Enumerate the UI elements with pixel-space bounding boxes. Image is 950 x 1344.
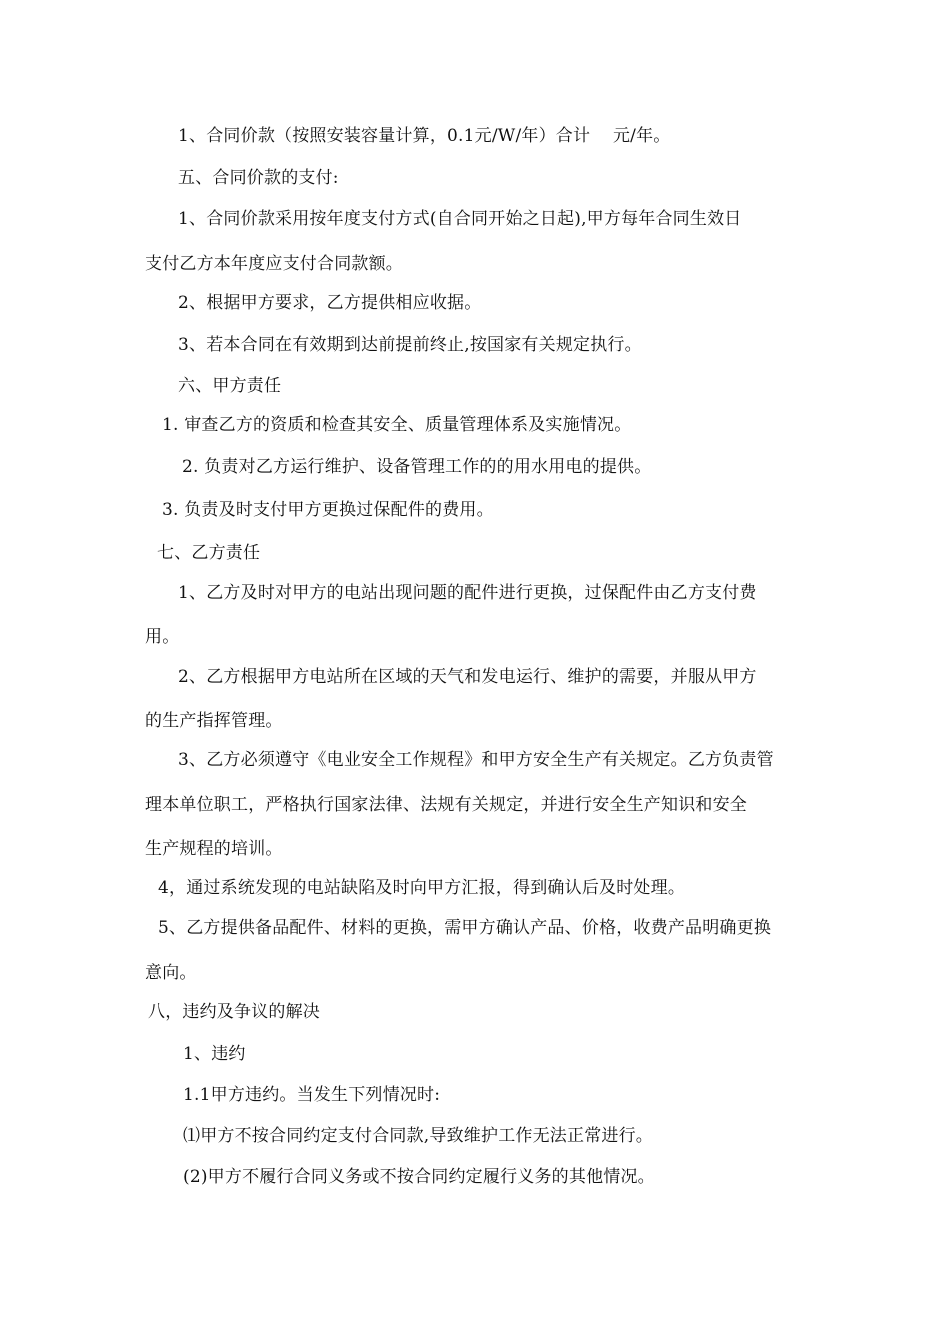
clause-7-3-line3: 生产规程的培训。 xyxy=(145,839,283,859)
clause-5-2: 2、根据甲方要求，乙方提供相应收据。 xyxy=(178,293,482,313)
clause-price-total: 1、合同价款（按照安装容量计算，0.1元/W/年）合计 元/年。 xyxy=(178,126,671,146)
clause-7-3-line2: 理本单位职工，严格执行国家法律、法规有关规定，并进行安全生产知识和安全 xyxy=(145,795,747,815)
clause-8-1-1: 1.1甲方违约。当发生下列情况时: xyxy=(183,1085,441,1105)
clause-7-5-line2: 意向。 xyxy=(145,963,197,983)
clause-6-3: 3. 负责及时支付甲方更换过保配件的费用。 xyxy=(162,500,494,520)
clause-5-3: 3、若本合同在有效期到达前提前终止,按国家有关规定执行。 xyxy=(178,335,642,355)
clause-8-1-1-item1: ⑴甲方不按合同约定支付合同款,导致维护工作无法正常进行。 xyxy=(183,1126,654,1146)
clause-6-1: 1. 审查乙方的资质和检查其安全、质量管理体系及实施情况。 xyxy=(162,415,632,435)
section-6-heading: 六、甲方责任 xyxy=(178,376,282,396)
clause-7-5-line1: 5、乙方提供备品配件、材料的更换，需甲方确认产品、价格，收费产品明确更换 xyxy=(158,918,772,938)
clause-7-2-line1: 2、乙方根据甲方电站所在区域的天气和发电运行、维护的需要，并服从甲方 xyxy=(178,667,757,687)
clause-8-1-1-item2: (2)甲方不履行合同义务或不按合同约定履行义务的其他情况。 xyxy=(183,1167,655,1187)
section-5-heading: 五、合同价款的支付: xyxy=(178,168,339,188)
clause-7-1-line1: 1、乙方及时对甲方的电站出现问题的配件进行更换，过保配件由乙方支付费 xyxy=(178,583,757,603)
clause-7-4: 4，通过系统发现的电站缺陷及时向甲方汇报，得到确认后及时处理。 xyxy=(158,878,686,898)
section-7-heading: 七、乙方责任 xyxy=(157,543,261,563)
clause-7-1-line2: 用。 xyxy=(145,627,180,647)
clause-8-1-heading: 1、违约 xyxy=(183,1044,246,1064)
clause-6-2: 2. 负责对乙方运行维护、设备管理工作的的用水用电的提供。 xyxy=(182,457,652,477)
clause-7-2-line2: 的生产指挥管理。 xyxy=(145,711,283,731)
clause-5-1-line1: 1、合同价款采用按年度支付方式(自合同开始之日起),甲方每年合同生效日 xyxy=(178,209,742,229)
clause-5-1-line2: 支付乙方本年度应支付合同款额。 xyxy=(145,254,403,274)
section-8-heading: 八，违约及争议的解决 xyxy=(148,1002,320,1022)
clause-7-3-line1: 3、乙方必须遵守《电业安全工作规程》和甲方安全生产有关规定。乙方负责管 xyxy=(178,750,774,770)
